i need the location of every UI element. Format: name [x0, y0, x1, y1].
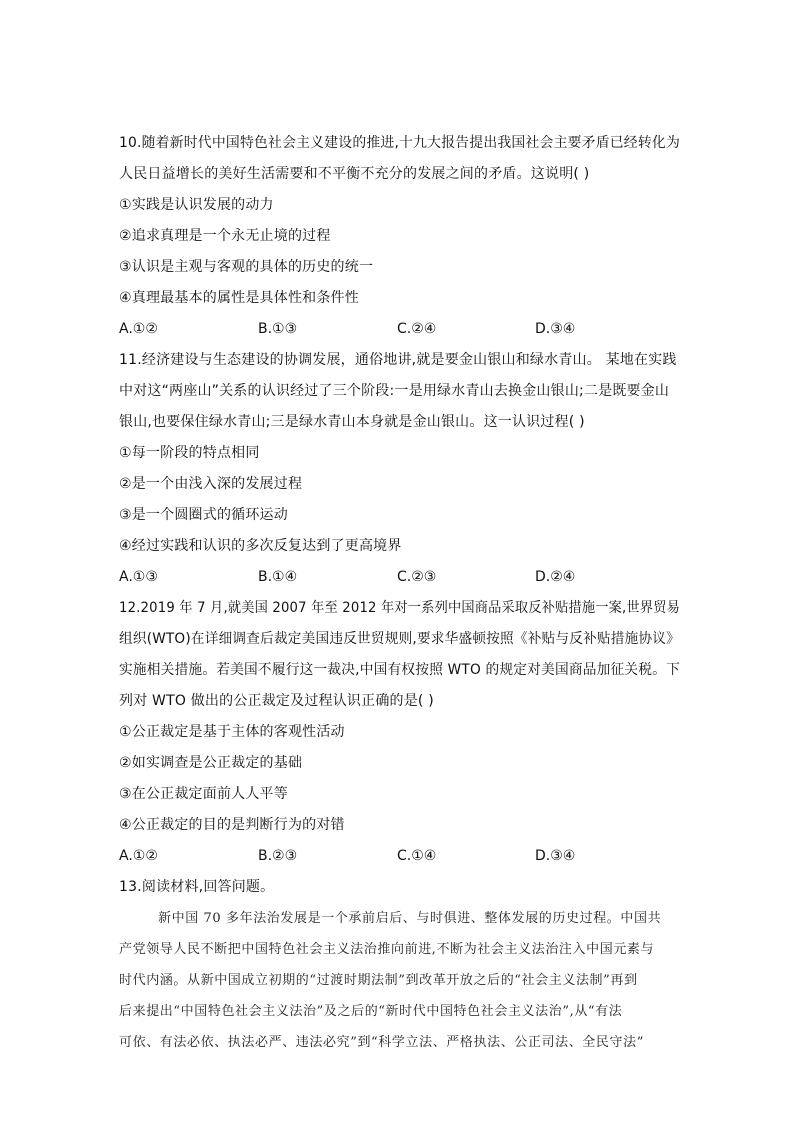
q13-material-line-5: 可依、有法必依、执法必严、违法必究”到“科学立法、严格执法、公正司法、全民守法”	[119, 1035, 644, 1050]
q12-option-c[interactable]: C.①④	[397, 848, 437, 864]
q12-option-a[interactable]: A.①②	[119, 848, 158, 864]
q12-stem-line-4: 列对 WTO 做出的公正裁定及过程认识正确的是( )	[119, 693, 434, 709]
q13-material-line-3: 时代内涵。从新中国成立初期的“过渡时期法制”到改革开放之后的“社会主义法制”再到	[119, 973, 638, 988]
q10-option-a[interactable]: A.①②	[119, 321, 158, 337]
q10-option-d[interactable]: D.③④	[535, 321, 576, 337]
q10-stem-line-1: 10.随着新时代中国特色社会主义建设的推进,十九大报告提出我国社会主要矛盾已经转化为	[119, 135, 681, 151]
q10-option-b[interactable]: B.①③	[258, 321, 298, 337]
q12-stem-line-2: 组织(WTO)在详细调查后裁定美国违反世贸规则,要求华盛顿按照《补贴与反补贴措施协议》	[119, 631, 681, 647]
q11-item-4: ④经过实践和认识的多次反复达到了更高境界	[119, 538, 402, 554]
q13-material-line-2: 产党领导人民不断把中国特色社会主义法治推向前进,不断为社会主义法治注入中国元素与	[119, 942, 655, 957]
q11-option-b[interactable]: B.①④	[258, 569, 298, 585]
q10-stem-line-2: 人民日益增长的美好生活需要和不平衡不充分的发展之间的矛盾。这说明( )	[119, 166, 590, 182]
q11-option-a[interactable]: A.①③	[119, 569, 158, 585]
q11-stem-line-3: 银山,也要保住绿水青山;三是绿水青山本身就是金山银山。这一认识过程( )	[119, 414, 585, 430]
q11-option-d[interactable]: D.②④	[535, 569, 576, 585]
q11-option-c[interactable]: C.②③	[397, 569, 437, 585]
q12-stem-line-1: 12.2019 年 7 月,就美国 2007 年至 2012 年对一系列中国商品采取反补贴措施一案,世界贸易	[119, 600, 681, 616]
q12-option-d[interactable]: D.③④	[535, 848, 576, 864]
q10-item-2: ②追求真理是一个永无止境的过程	[119, 228, 331, 244]
q10-item-1: ①实践是认识发展的动力	[119, 197, 274, 213]
q10-option-c[interactable]: C.②④	[397, 321, 437, 337]
q12-item-1: ①公正裁定是基于主体的客观性活动	[119, 724, 345, 740]
q10-item-3: ③认识是主观与客观的具体的历史的统一	[119, 259, 374, 275]
q11-item-2: ②是一个由浅入深的发展过程	[119, 476, 303, 492]
q12-item-2: ②如实调查是公正裁定的基础	[119, 755, 303, 771]
q13-material-line-1: 新中国 70 多年法治发展是一个承前启后、与时俱进、整体发展的历史过程。中国共	[158, 911, 662, 926]
q12-stem-line-3: 实施相关措施。若美国不履行这一裁决,中国有权按照 WTO 的规定对美国商品加征关税。下	[119, 662, 680, 678]
q10-item-4: ④真理最基本的属性是具体性和条件性	[119, 290, 359, 306]
q13-material-line-4: 后来提出“中国特色社会主义法治”及之后的“新时代中国特色社会主义法治”,从“有法	[119, 1004, 623, 1019]
q11-item-1: ①每一阶段的特点相同	[119, 445, 260, 461]
q11-stem-line-2: 中对这“两座山”关系的认识经过了三个阶段:一是用绿水青山去换金山银山;二是既要金山	[119, 383, 670, 399]
q11-stem-line-1: 11.经济建设与生态建设的协调发展，通俗地讲,就是要金山银山和绿水青山。 某地在实践	[119, 352, 677, 368]
q12-option-b[interactable]: B.②③	[258, 848, 298, 864]
q11-item-3: ③是一个圆圈式的循环运动	[119, 507, 288, 523]
q13-stem: 13.阅读材料,回答问题。	[119, 879, 275, 895]
q12-item-4: ④公正裁定的目的是判断行为的对错	[119, 817, 345, 833]
q12-item-3: ③在公正裁定面前人人平等	[119, 786, 288, 802]
